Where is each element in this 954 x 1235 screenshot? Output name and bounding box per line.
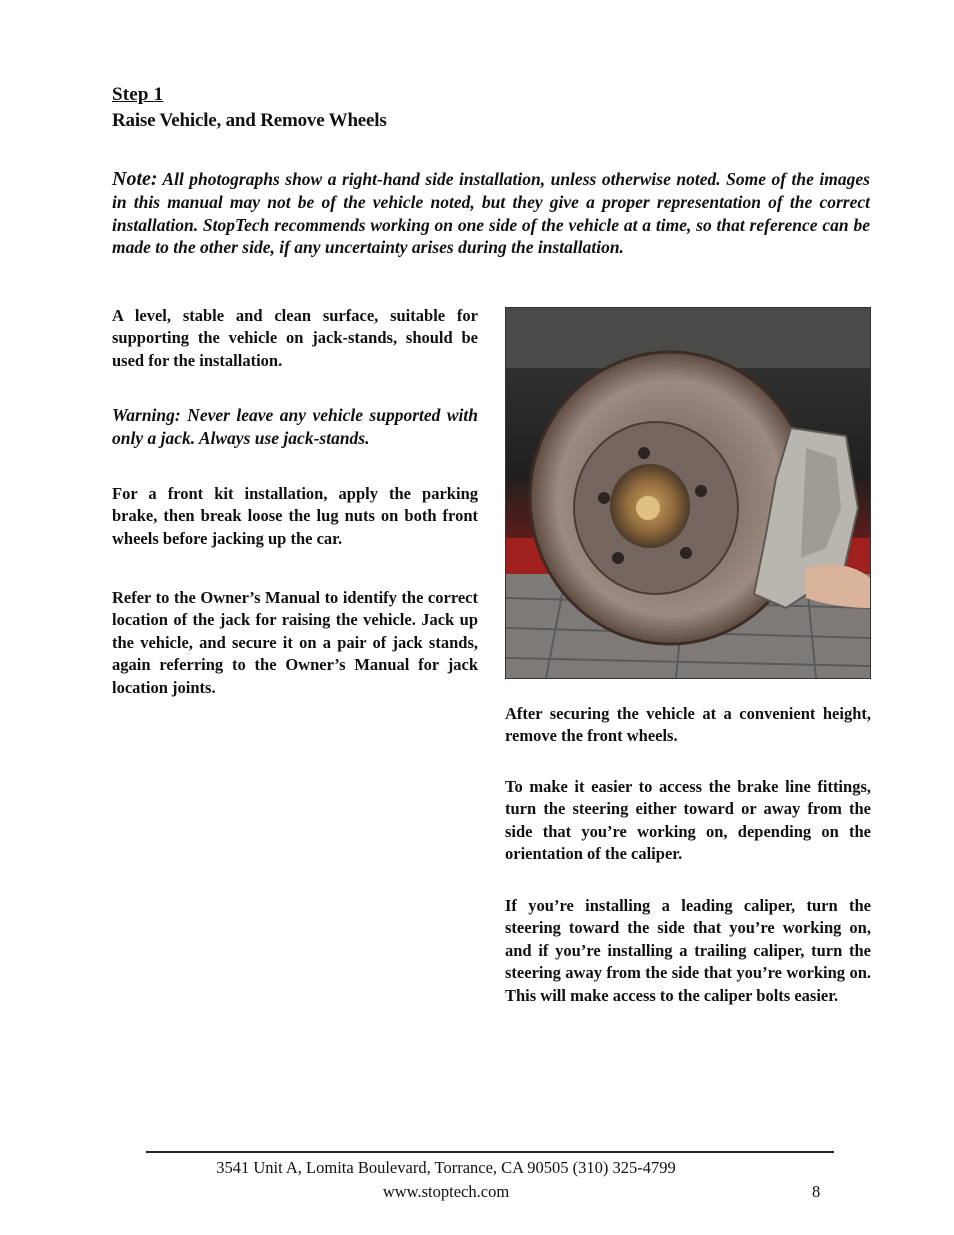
surface-paragraph: A level, stable and clean surface, suitable for supporting the vehicle on jack-stands, should be used for the installation. — [112, 306, 478, 370]
section-title: Raise Vehicle, and Remove Wheels — [112, 110, 387, 131]
brake-rotor-photo-illustration — [506, 308, 870, 678]
step-label: Step 1 — [112, 84, 164, 105]
footer-divider — [146, 1151, 834, 1153]
footer-address: 3541 Unit A, Lomita Boulevard, Torrance, CA 90505 (310) 325-4799 — [216, 1158, 676, 1177]
caliper-paragraph: If you’re installing a leading caliper, turn the steering toward the side that you’re working on, and if you’re installing a trailing caliper, turn the steering away from the side that you’re working on. This will make access to the caliper bolts easier. — [505, 896, 871, 1005]
steering-paragraph: To make it easier to access the brake line fittings, turn the steering either toward or away from the side that you’re working on, depending on the orientation of the caliper. — [505, 777, 871, 864]
remove-wheels-paragraph: After securing the vehicle at a convenient height, remove the front wheels. — [505, 704, 871, 746]
jack-warning: Warning: Never leave any vehicle supported with only a jack. Always use jack-stands. — [112, 405, 478, 448]
footer-website[interactable]: www.stoptech.com — [382, 1182, 510, 1201]
brake-rotor-photo — [505, 307, 871, 679]
note-text: All photographs show a right-hand side installation, unless otherwise noted. Some of the images in this manual may not be of the vehicle noted, but they give a proper representation of the correct installation. StopTech recommends working on one side of the vehicle at a time, so that reference can be made to the other side, if any uncertainty arises during the installation. — [112, 169, 870, 258]
note-lead: Note: — [112, 168, 158, 190]
installation-note — [112, 168, 870, 259]
parking-brake-paragraph: For a front kit installation, apply the parking brake, then break loose the lug nuts on both front wheels before jacking up the car. — [112, 484, 478, 548]
page-number: 8 — [812, 1182, 821, 1201]
jack-location-paragraph: Refer to the Owner’s Manual to identify the correct location of the jack for raising the vehicle. Jack up the vehicle, and secure it on a pair of jack stands, again referring to the Owner’s Manual for jack location joints. — [112, 588, 478, 697]
